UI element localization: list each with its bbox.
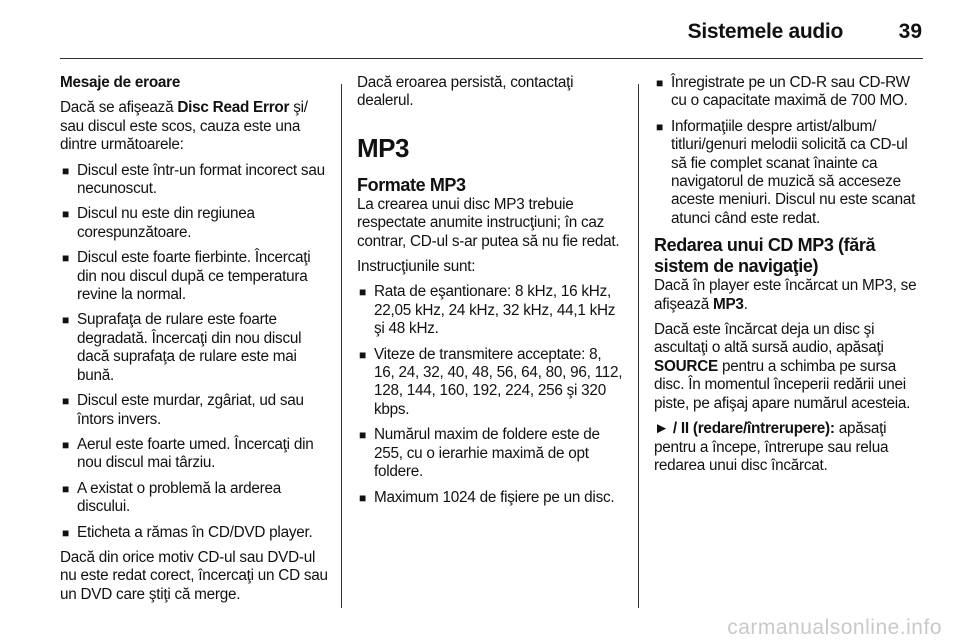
watermark: carmanualsonline.info: [727, 616, 942, 639]
bullet-icon: ■: [656, 119, 663, 134]
dealer-note: Dacă eroarea persistă, contactaţi dealerul.: [357, 74, 574, 110]
list-item: ■ Maximum 1024 de fişiere pe un disc.: [359, 488, 615, 506]
list-item: ■ Discul este într-un format incorect sau necunoscut.: [62, 161, 325, 198]
mp3-playback-para1: Dacă în player este încărcat un MP3, se afişează MP3.: [654, 277, 917, 313]
list-item: ■ Discul este foarte fierbinte. Încercaţi din nou discul după ce temperatura revine la normal.: [62, 249, 311, 304]
list-item: ■ Numărul maxim de foldere este de 255, cu o ierarhie maximă de opt foldere.: [359, 426, 600, 481]
error-messages-heading: Mesaje de eroare: [60, 74, 181, 91]
list-item: ■ A existat o problemă la arderea discului.: [62, 479, 281, 516]
bullet-icon: ■: [359, 428, 366, 443]
header-rule: [60, 58, 923, 59]
mp3-heading: MP3: [357, 132, 409, 163]
source-button-label: SOURCE: [654, 357, 718, 375]
column-divider-2: [638, 84, 639, 608]
bullet-icon: ■: [62, 207, 69, 222]
bullet-icon: ■: [656, 76, 663, 90]
bullet-icon: ■: [62, 525, 69, 540]
bullet-icon: ■: [62, 163, 69, 178]
column-2: [357, 74, 625, 514]
list-item: ■ Eticheta a rămas în CD/DVD player.: [62, 523, 313, 541]
mp3-formats-heading: Formate MP3: [357, 174, 466, 195]
instructions-label: Instrucţiunile sunt:: [357, 258, 476, 276]
mp3-display-label: MP3: [712, 295, 744, 313]
column-divider-1: [341, 84, 342, 608]
error-causes-list: [60, 162, 328, 542]
mp3-formats-intro: La crearea unui disc MP3 trebuie respectate anumite instrucţiuni; în caz contrar, CD-ul s-ar putea să nu fie redat.: [357, 195, 620, 250]
list-item: ■ Discul nu este din regiunea corespunzătoare.: [62, 205, 255, 241]
mp3-playback-para2: Dacă este încărcat deja un disc şi ascultaţi o altă sursă audio, apăsaţi SOURCE pentru a schimba pe sursa disc. În momentul începerii redării unei piste, pe afişaj apare numărul acesteia.: [654, 321, 911, 412]
error-outro: Dacă din orice motiv CD-ul sau DVD-ul nu este redat corect, încercaţi un CD sau un DVD care ştiţi că merge.: [60, 548, 328, 603]
list-item: ■ Suprafaţa de rulare este foarte degradată. Încercaţi din nou discul dacă suprafaţa de rulare este mai bună.: [62, 311, 302, 384]
page-number: 39: [898, 20, 922, 43]
column-1: [60, 74, 328, 611]
bullet-icon: ■: [62, 437, 69, 452]
list-item: ■ Înregistrate pe un CD-R sau CD-RW cu o capacitate maximă de 700 MO.: [656, 74, 910, 110]
bullet-icon: ■: [359, 490, 366, 505]
bullet-icon: ■: [62, 313, 69, 328]
bullet-icon: ■: [359, 347, 366, 362]
mp3-instructions-list-cont: [654, 74, 926, 228]
mp3-playback-para3: ► / II (redare/întrerupere): apăsaţi pentru a începe, întrerupe sau relua redarea unui disc încărcat.: [654, 420, 889, 474]
column-3: [654, 74, 926, 482]
play-pause-label: ► / II (redare/întrerupere):: [654, 420, 835, 438]
bullet-icon: ■: [62, 481, 69, 496]
mp3-playback-heading: Redarea unui CD MP3 (fără sistem de navigaţie): [654, 235, 876, 277]
bullet-icon: ■: [62, 251, 69, 266]
bullet-icon: ■: [62, 394, 69, 409]
mp3-instructions-list: [357, 283, 625, 506]
bullet-icon: ■: [359, 285, 366, 300]
section-title: Sistemele audio: [687, 20, 843, 43]
page-header: [0, 0, 960, 58]
error-intro: Dacă se afişează Disc Read Error şi/ sau discul este scos, cauza este una dintre următoarele:: [60, 99, 308, 154]
list-item: ■ Aerul este foarte umed. Încercaţi din nou discul mai târziu.: [62, 435, 314, 472]
list-item: ■ Discul este murdar, zgâriat, ud sau întors invers.: [62, 392, 304, 428]
list-item: ■ Rata de eşantionare: 8 kHz, 16 kHz, 22,05 kHz, 24 kHz, 32 kHz, 44,1 kHz şi 48 kHz.: [359, 283, 616, 338]
list-item: ■ Viteze de transmitere acceptate: 8, 16, 24, 32, 40, 48, 56, 64, 80, 96, 112, 128, 144, 160, 192, 224, 256 şi 320 kbps.: [359, 345, 623, 418]
disc-read-error-label: Disc Read Error: [177, 99, 290, 117]
list-item: ■ Informaţiile despre artist/album/ titluri/genuri melodii solicită ca CD-ul să fie complet scanat înainte ca navigatorul de muzică să acceseze aceste meniuri. Discul nu este scanat atunci când este redat.: [656, 117, 916, 227]
